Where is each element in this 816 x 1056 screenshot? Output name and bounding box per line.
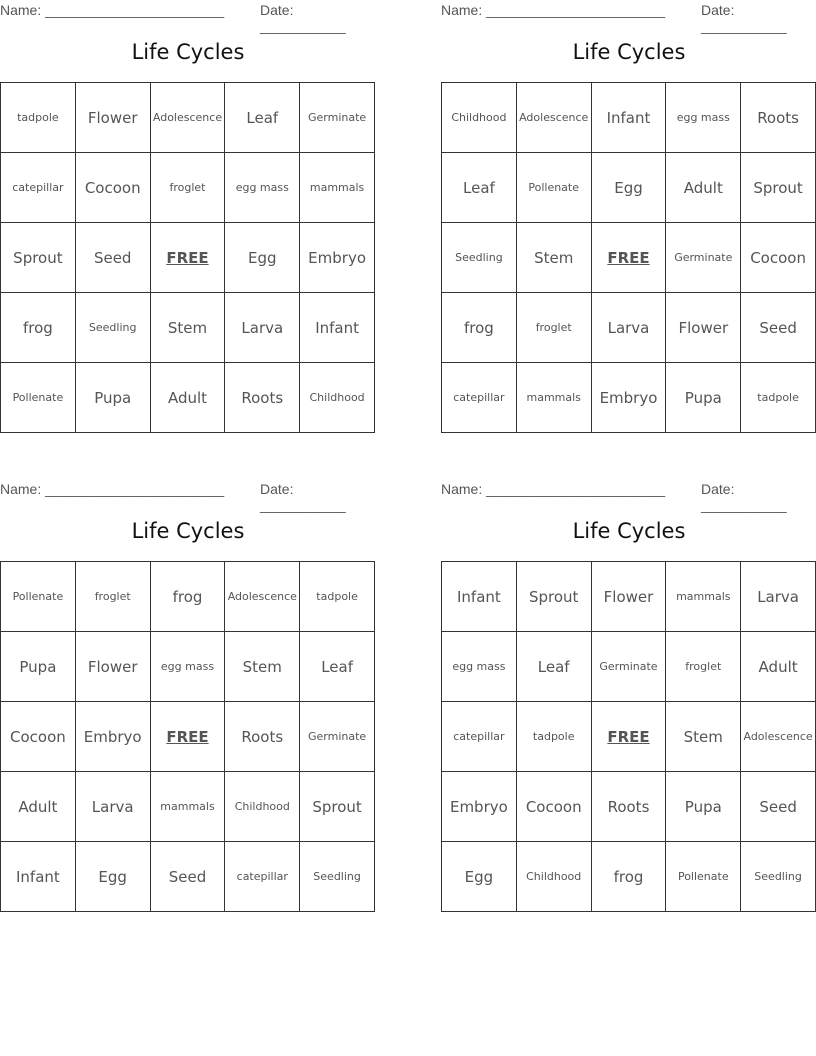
grid-cell: mammals [300,153,375,223]
grid-row [1,702,375,772]
grid-cell: Stem [666,702,741,772]
grid-cell: tadpole [300,562,375,632]
grid-cell: frog [150,562,225,632]
card-title: Life Cycles [131,519,245,543]
grid-cell: Leaf [442,153,517,223]
grid-cell: Pollenate [1,562,76,632]
grid-cell: Pollenate [1,363,76,433]
card-title: Life Cycles [131,40,245,64]
grid-cell: Cocoon [1,702,76,772]
grid-cell: mammals [666,562,741,632]
free-space: FREE [591,702,666,772]
date-field-label: Date: ___________ [701,481,787,513]
grid-cell: Pupa [1,632,76,702]
grid-row [1,772,375,842]
grid-cell: Embryo [591,363,666,433]
grid-cell: Pupa [666,772,741,842]
grid-row [442,83,816,153]
grid-cell: Germinate [300,83,375,153]
grid-cell: Embryo [75,702,150,772]
grid-row [442,223,816,293]
grid-cell: froglet [666,632,741,702]
grid-cell: Leaf [300,632,375,702]
grid-row [1,842,375,912]
free-space: FREE [591,223,666,293]
grid-cell: mammals [516,363,591,433]
grid-cell: egg mass [442,632,517,702]
grid-cell: Adolescence [741,702,816,772]
grid-cell: Roots [741,83,816,153]
bingo-grid [0,561,375,912]
grid-cell: egg mass [666,83,741,153]
grid-cell: Childhood [300,363,375,433]
grid-cell: Cocoon [741,223,816,293]
grid-cell: Roots [225,702,300,772]
grid-cell: Flower [75,632,150,702]
bingo-grid [0,82,375,433]
grid-cell: Egg [442,842,517,912]
free-space: FREE [150,702,225,772]
grid-cell: Flower [666,293,741,363]
grid-cell: egg mass [225,153,300,223]
date-field-label: Date: ___________ [701,2,787,34]
grid-cell: Embryo [300,223,375,293]
grid-row [1,562,375,632]
grid-row [1,632,375,702]
bingo-grid [441,82,816,433]
grid-cell: catepillar [442,363,517,433]
name-field-label: Name: _______________________ [0,481,225,497]
grid-cell: Childhood [516,842,591,912]
grid-cell: froglet [150,153,225,223]
grid-cell: catepillar [225,842,300,912]
grid-cell: Flower [75,83,150,153]
grid-cell: Roots [225,363,300,433]
grid-row [442,363,816,433]
grid-cell: Adolescence [225,562,300,632]
grid-row [442,842,816,912]
card-title: Life Cycles [572,519,686,543]
free-space: FREE [150,223,225,293]
grid-cell: frog [442,293,517,363]
grid-cell: Seedling [442,223,517,293]
grid-cell: Sprout [300,772,375,842]
grid-cell: Seed [741,772,816,842]
grid-cell: Seed [150,842,225,912]
grid-cell: Seed [741,293,816,363]
grid-cell: Infant [442,562,517,632]
name-field-label: Name: _______________________ [441,2,666,18]
grid-row [1,83,375,153]
date-field-label: Date: ___________ [260,2,346,34]
grid-cell: Infant [1,842,76,912]
grid-cell: Sprout [1,223,76,293]
grid-row [1,293,375,363]
grid-row [442,293,816,363]
grid-cell: catepillar [1,153,76,223]
grid-cell: egg mass [150,632,225,702]
grid-cell: Infant [300,293,375,363]
grid-cell: Egg [75,842,150,912]
grid-cell: Stem [516,223,591,293]
grid-cell: Stem [150,293,225,363]
grid-cell: Childhood [225,772,300,842]
grid-row [1,223,375,293]
grid-cell: Adolescence [150,83,225,153]
card-header [0,481,376,513]
grid-cell: Germinate [300,702,375,772]
grid-cell: Childhood [442,83,517,153]
name-field-label: Name: _______________________ [441,481,666,497]
grid-cell: Seedling [75,293,150,363]
grid-cell: Larva [591,293,666,363]
grid-cell: Flower [591,562,666,632]
grid-cell: Sprout [516,562,591,632]
grid-cell: Cocoon [75,153,150,223]
grid-cell: froglet [75,562,150,632]
grid-row [442,702,816,772]
card-header [441,481,816,513]
grid-cell: catepillar [442,702,517,772]
grid-cell: tadpole [1,83,76,153]
grid-row [442,632,816,702]
grid-cell: Germinate [591,632,666,702]
grid-cell: frog [591,842,666,912]
grid-cell: tadpole [741,363,816,433]
card-header [0,2,376,34]
grid-cell: Adult [150,363,225,433]
grid-cell: Embryo [442,772,517,842]
grid-cell: Adult [741,632,816,702]
grid-cell: Cocoon [516,772,591,842]
card-title: Life Cycles [572,40,686,64]
grid-cell: Pollenate [516,153,591,223]
grid-cell: Pupa [666,363,741,433]
grid-cell: froglet [516,293,591,363]
grid-cell: Stem [225,632,300,702]
grid-cell: Adult [1,772,76,842]
grid-cell: Larva [741,562,816,632]
grid-row [442,562,816,632]
grid-cell: mammals [150,772,225,842]
card-header [441,2,816,34]
grid-cell: Larva [225,293,300,363]
grid-cell: Leaf [516,632,591,702]
grid-cell: Adult [666,153,741,223]
grid-cell: Sprout [741,153,816,223]
grid-cell: Seedling [741,842,816,912]
grid-row [442,153,816,223]
date-field-label: Date: ___________ [260,481,346,513]
grid-cell: tadpole [516,702,591,772]
grid-cell: Seedling [300,842,375,912]
grid-cell: Larva [75,772,150,842]
grid-cell: frog [1,293,76,363]
grid-cell: Egg [225,223,300,293]
grid-cell: Adolescence [516,83,591,153]
grid-row [442,772,816,842]
grid-row [1,153,375,223]
grid-cell: Roots [591,772,666,842]
grid-cell: Egg [591,153,666,223]
grid-cell: Pollenate [666,842,741,912]
grid-row [1,363,375,433]
grid-cell: Germinate [666,223,741,293]
bingo-grid [441,561,816,912]
name-field-label: Name: _______________________ [0,2,225,18]
grid-cell: Leaf [225,83,300,153]
grid-cell: Infant [591,83,666,153]
grid-cell: Pupa [75,363,150,433]
grid-cell: Seed [75,223,150,293]
